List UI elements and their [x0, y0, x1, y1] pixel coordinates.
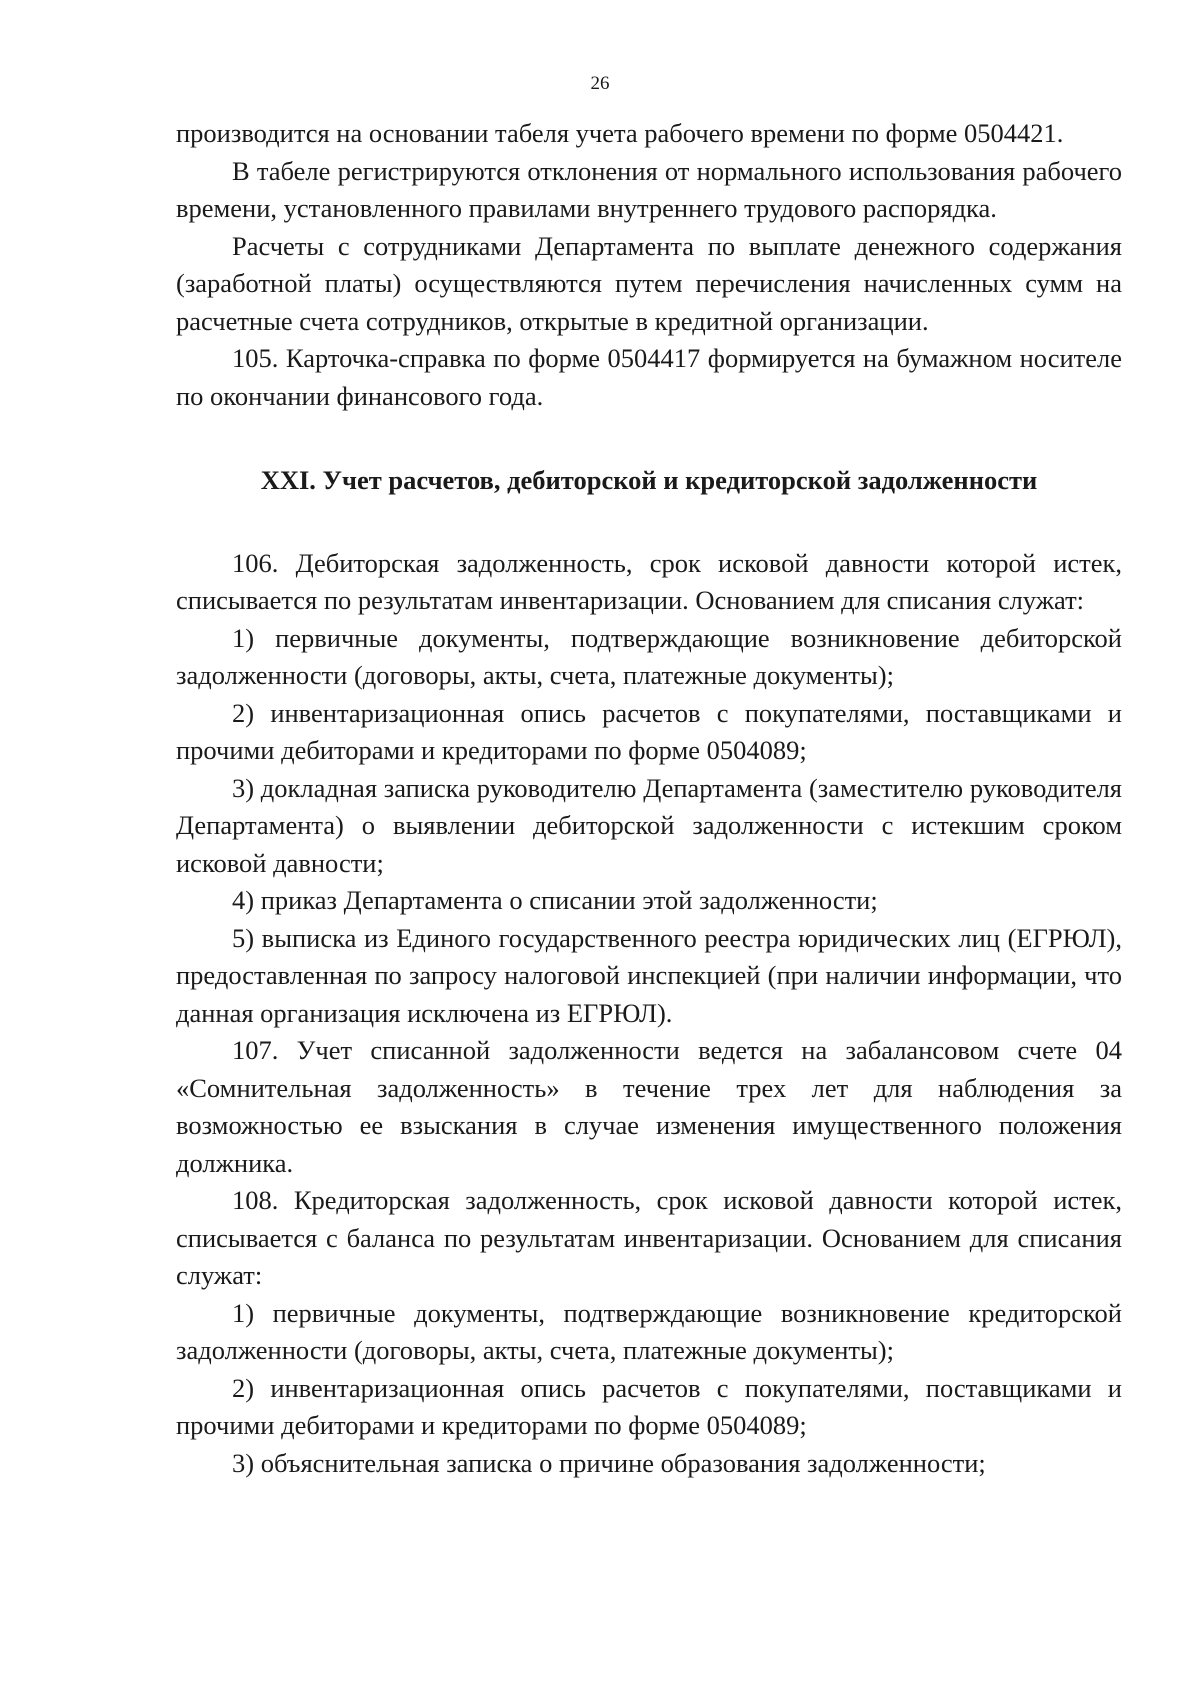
document-body	[176, 115, 1122, 1482]
paragraph-107: 107. Учет списанной задолженности ведется на забалансовом счете 04 «Сомнительная задолженность» в течение трех лет для наблюдения за возможностью ее взыскания в случае изменения имущественного положения должника.	[176, 1035, 1122, 1178]
paragraph-106: 106. Дебиторская задолженность, срок исковой давности которой истек, списывается по результатам инвентаризации. Основанием для списания служат:	[176, 547, 1122, 615]
paragraph-salary-settlements: Расчеты с сотрудниками Департамента по выплате денежного содержания (заработной платы) осуществляются путем перечисления начисленных сумм на расчетные счета сотрудников, открытые в кредитной организации.	[176, 230, 1122, 336]
list-item-108-3: 3) объяснительная записка о причине образования задолженности;	[232, 1447, 986, 1478]
paragraph-continuation: производится на основании табеля учета рабочего времени по форме 0504421.	[176, 118, 1064, 148]
paragraph-108: 108. Кредиторская задолженность, срок исковой давности которой истек, списывается с баланса по результатам инвентаризации. Основанием для списания служат:	[176, 1185, 1122, 1290]
list-item-106-3: 3) докладная записка руководителю Департамента (заместителю руководителя Департамента) о выявлении дебиторской задолженности с истекшим сроком исковой давности;	[176, 772, 1122, 878]
page-number: 26	[590, 73, 610, 94]
list-item-106-5: 5) выписка из Единого государственного реестра юридических лиц (ЕГРЮЛ), предоставленная по запросу налоговой инспекцией (при наличии информации, что данная организация исключена из ЕГРЮЛ).	[176, 922, 1122, 1028]
list-item-106-4: 4) приказ Департамента о списании этой задолженности;	[232, 885, 878, 915]
paragraph-timesheet-deviations: В табеле регистрируются отклонения от нормального использования рабочего времени, установленного правилами внутреннего трудового распорядка.	[176, 155, 1122, 223]
list-item-108-1: 1) первичные документы, подтверждающие возникновение кредиторской задолженности (договоры, акты, счета, платежные документы);	[176, 1297, 1122, 1365]
paragraph-105: 105. Карточка-справка по форме 0504417 формируется на бумажном носителе по окончании финансового года.	[176, 343, 1122, 411]
section-heading: XXI. Учет расчетов, дебиторской и кредиторской задолженности	[260, 465, 1038, 495]
list-item-106-2: 2) инвентаризационная опись расчетов с покупателями, поставщиками и прочими дебиторами и кредиторами по форме 0504089;	[176, 697, 1122, 765]
list-item-106-1: 1) первичные документы, подтверждающие возникновение дебиторской задолженности (договоры, акты, счета, платежные документы);	[176, 622, 1122, 690]
list-item-108-2: 2) инвентаризационная опись расчетов с покупателями, поставщиками и прочими дебиторами и кредиторами по форме 0504089;	[176, 1372, 1122, 1440]
